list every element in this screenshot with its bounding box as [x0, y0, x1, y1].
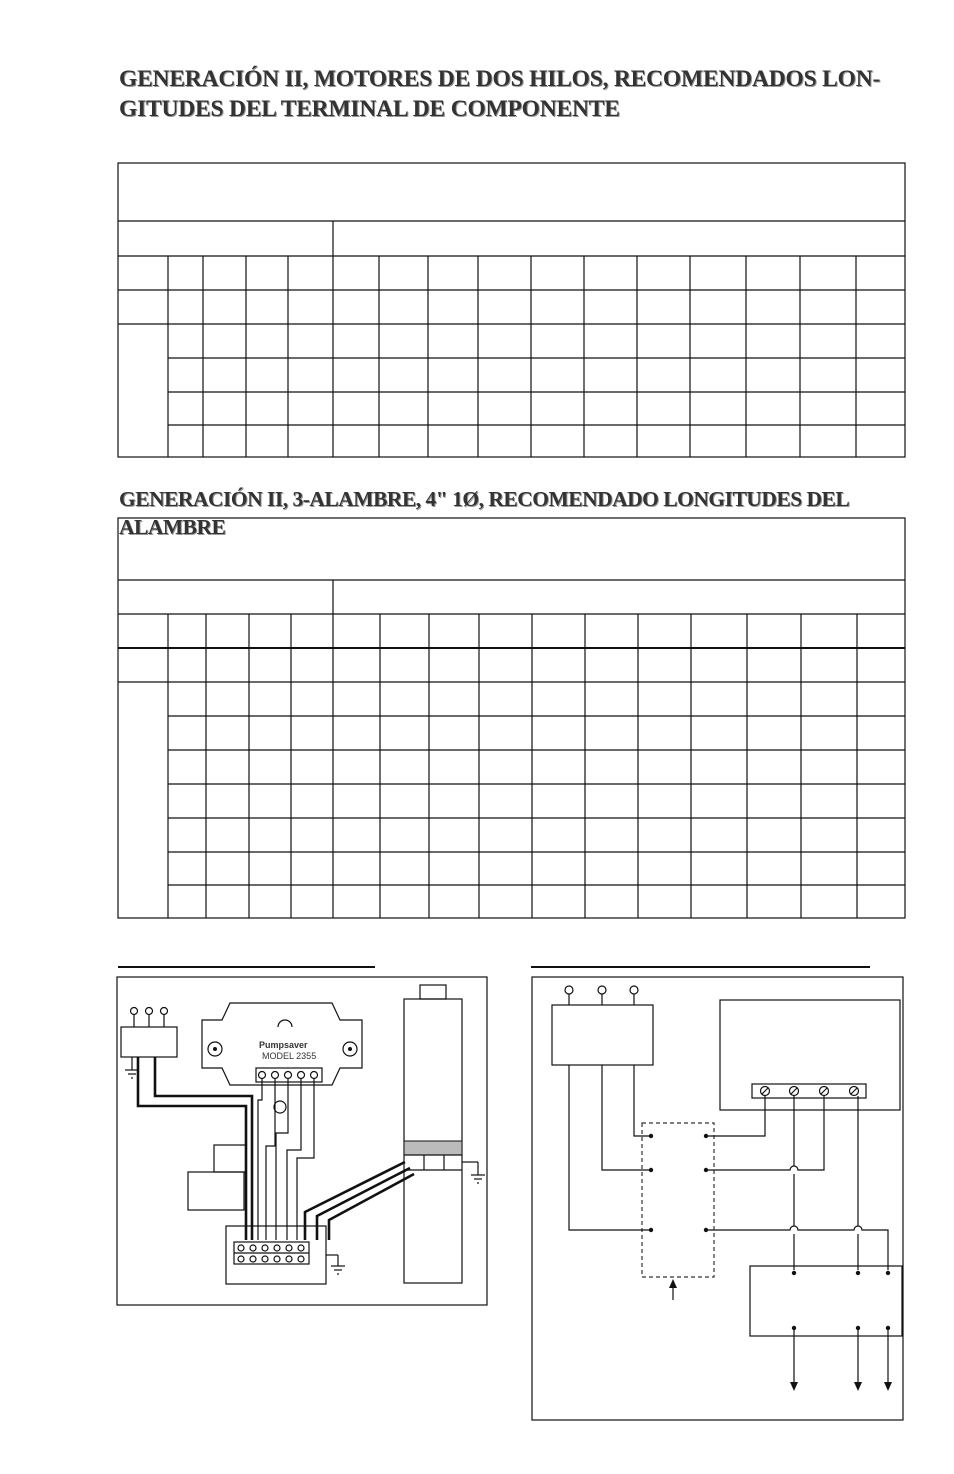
three-wire-table — [118, 518, 905, 918]
two-wire-table — [118, 163, 905, 457]
two-wire-table-title: GENERACIÓN II, MOTORES DE DOS HILOS, RECOMENDADOS LON- GITUDES DEL TERMINAL DE COMPONENTE — [119, 66, 881, 122]
installation-diagram — [117, 967, 487, 1305]
device-brand: Pumpsaver — [259, 1040, 308, 1050]
three-wire-table-title: GENERACIÓN II, 3-ALAMBRE, 4" 1Ø, RECOMENDADO LONGITUDES DEL ALAMBRE — [119, 487, 849, 539]
wiring-schematic — [531, 967, 903, 1420]
device-model: MODEL 2355 — [262, 1051, 317, 1061]
